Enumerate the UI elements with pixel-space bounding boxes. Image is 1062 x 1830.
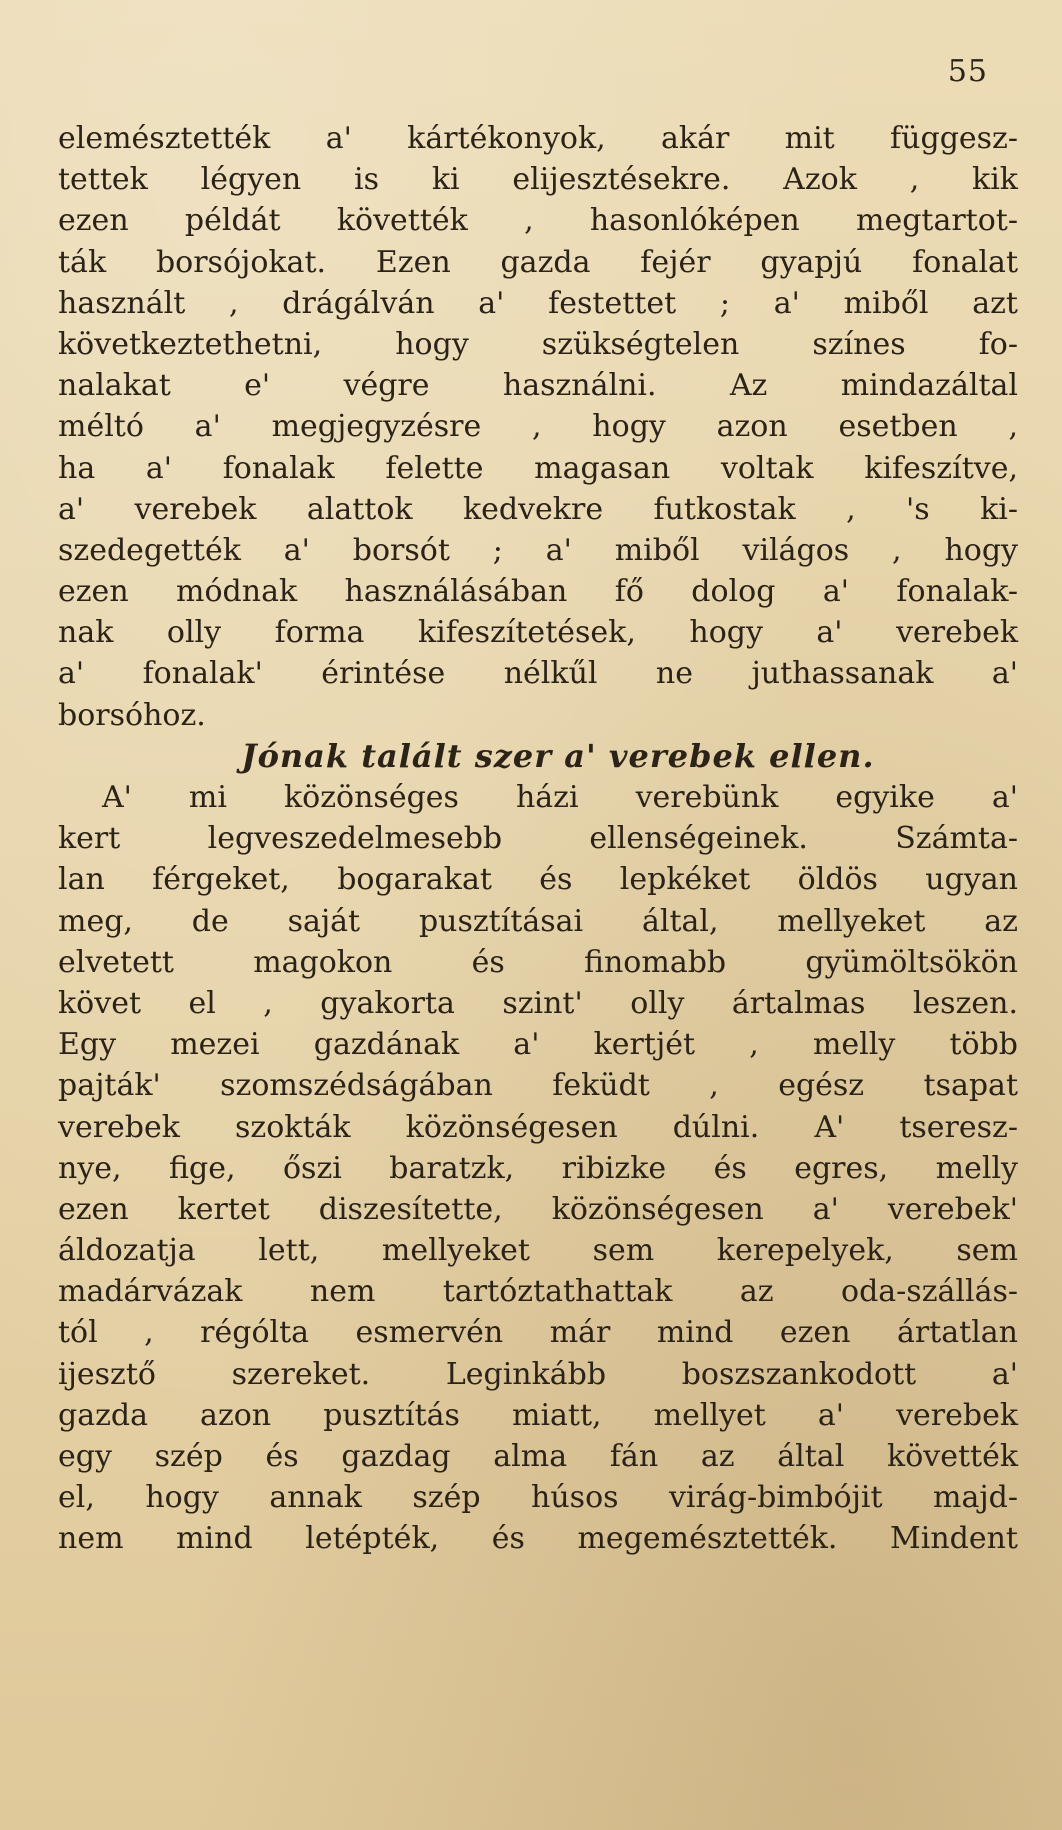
page-text bbox=[58, 118, 1018, 1560]
text-line: ijesztő szereket. Leginkább boszszankodott a' bbox=[58, 1356, 1018, 1392]
text-line: egy szép és gazdag alma fán az által követték bbox=[58, 1439, 1018, 1474]
text-line: lan férgeket, bogarakat és lepkéket öldös ugyan bbox=[58, 862, 1018, 898]
text-line: A' mi közönséges házi verebünk egyike a' bbox=[102, 780, 1018, 815]
text-line: ták borsójokat. Ezen gazda fejér gyapjú fonalat bbox=[58, 244, 1018, 280]
page-number: 55 bbox=[947, 54, 988, 89]
text-line: méltó a' megjegyzésre , hogy azon esetben , bbox=[58, 409, 1018, 445]
text-line: áldozatja lett, mellyeket sem kerepelyek, sem bbox=[58, 1233, 1018, 1269]
section-heading: Jónak talált szer a' verebek ellen. bbox=[241, 736, 875, 775]
text-line: gazda azon pusztítás miatt, mellyet a' verebek bbox=[58, 1397, 1018, 1433]
text-line: a' verebek alattok kedvekre futkostak , 's ki- bbox=[58, 491, 1018, 527]
text-line: elemésztették a' kártékonyok, akár mit függesz- bbox=[58, 121, 1018, 156]
paragraph-fonalak bbox=[58, 118, 1018, 736]
text-line: következtethetni, hogy szükségtelen színes fo- bbox=[58, 326, 1018, 362]
text-line: ezen példát követték , hasonlóképen megtartot- bbox=[58, 203, 1018, 239]
text-line: tettek légyen is ki elijesztésekre. Azok , kik bbox=[58, 162, 1018, 198]
text-line: nem mind letépték, és megemésztették. Mindent bbox=[58, 1521, 1018, 1557]
text-line: nalakat e' végre használni. Az mindazáltal bbox=[58, 368, 1018, 404]
text-line: kert legveszedelmesebb ellenségeinek. Számta- bbox=[58, 821, 1018, 857]
text-line: elvetett magokon és finomabb gyümöltsökön bbox=[58, 944, 1018, 980]
text-line: követ el , gyakorta szint' olly ártalmas leszen. bbox=[58, 985, 1018, 1021]
text-line: a' fonalak' érintése nélkűl ne juthassanak a' bbox=[58, 656, 1018, 692]
text-line: pajták' szomszédságában feküdt , egész tsapat bbox=[58, 1068, 1018, 1104]
text-line: tól , régólta esmervén már mind ezen ártatlan bbox=[58, 1315, 1018, 1351]
text-line: használt , drágálván a' festettet ; a' miből azt bbox=[58, 285, 1018, 321]
text-line: ezen kertet diszesítette, közönségesen a' verebek' bbox=[58, 1191, 1018, 1227]
text-line: meg, de saját pusztításai által, mellyeket az bbox=[58, 903, 1018, 939]
text-line: ezen módnak használásában fő dolog a' fonalak- bbox=[58, 574, 1018, 610]
text-line: nak olly forma kifeszítetések, hogy a' verebek bbox=[58, 615, 1018, 651]
text-line: szedegették a' borsót ; a' miből világos , hogy bbox=[58, 532, 1018, 568]
text-line: madárvázak nem tartóztathattak az oda-szállás- bbox=[58, 1274, 1018, 1310]
text-line: verebek szokták közönségesen dúlni. A' tseresz- bbox=[58, 1109, 1018, 1145]
text-line: borsóhoz. bbox=[58, 697, 206, 733]
text-line: ha a' fonalak felette magasan voltak kifeszítve, bbox=[58, 450, 1018, 486]
text-line: nye, fige, őszi baratzk, ribizke és egres, melly bbox=[58, 1150, 1018, 1186]
paragraph-verebek bbox=[58, 777, 1018, 1560]
text-line: Egy mezei gazdának a' kertjét , melly több bbox=[58, 1027, 1018, 1063]
text-line: el, hogy annak szép húsos virág-bimbójit majd- bbox=[58, 1480, 1018, 1516]
